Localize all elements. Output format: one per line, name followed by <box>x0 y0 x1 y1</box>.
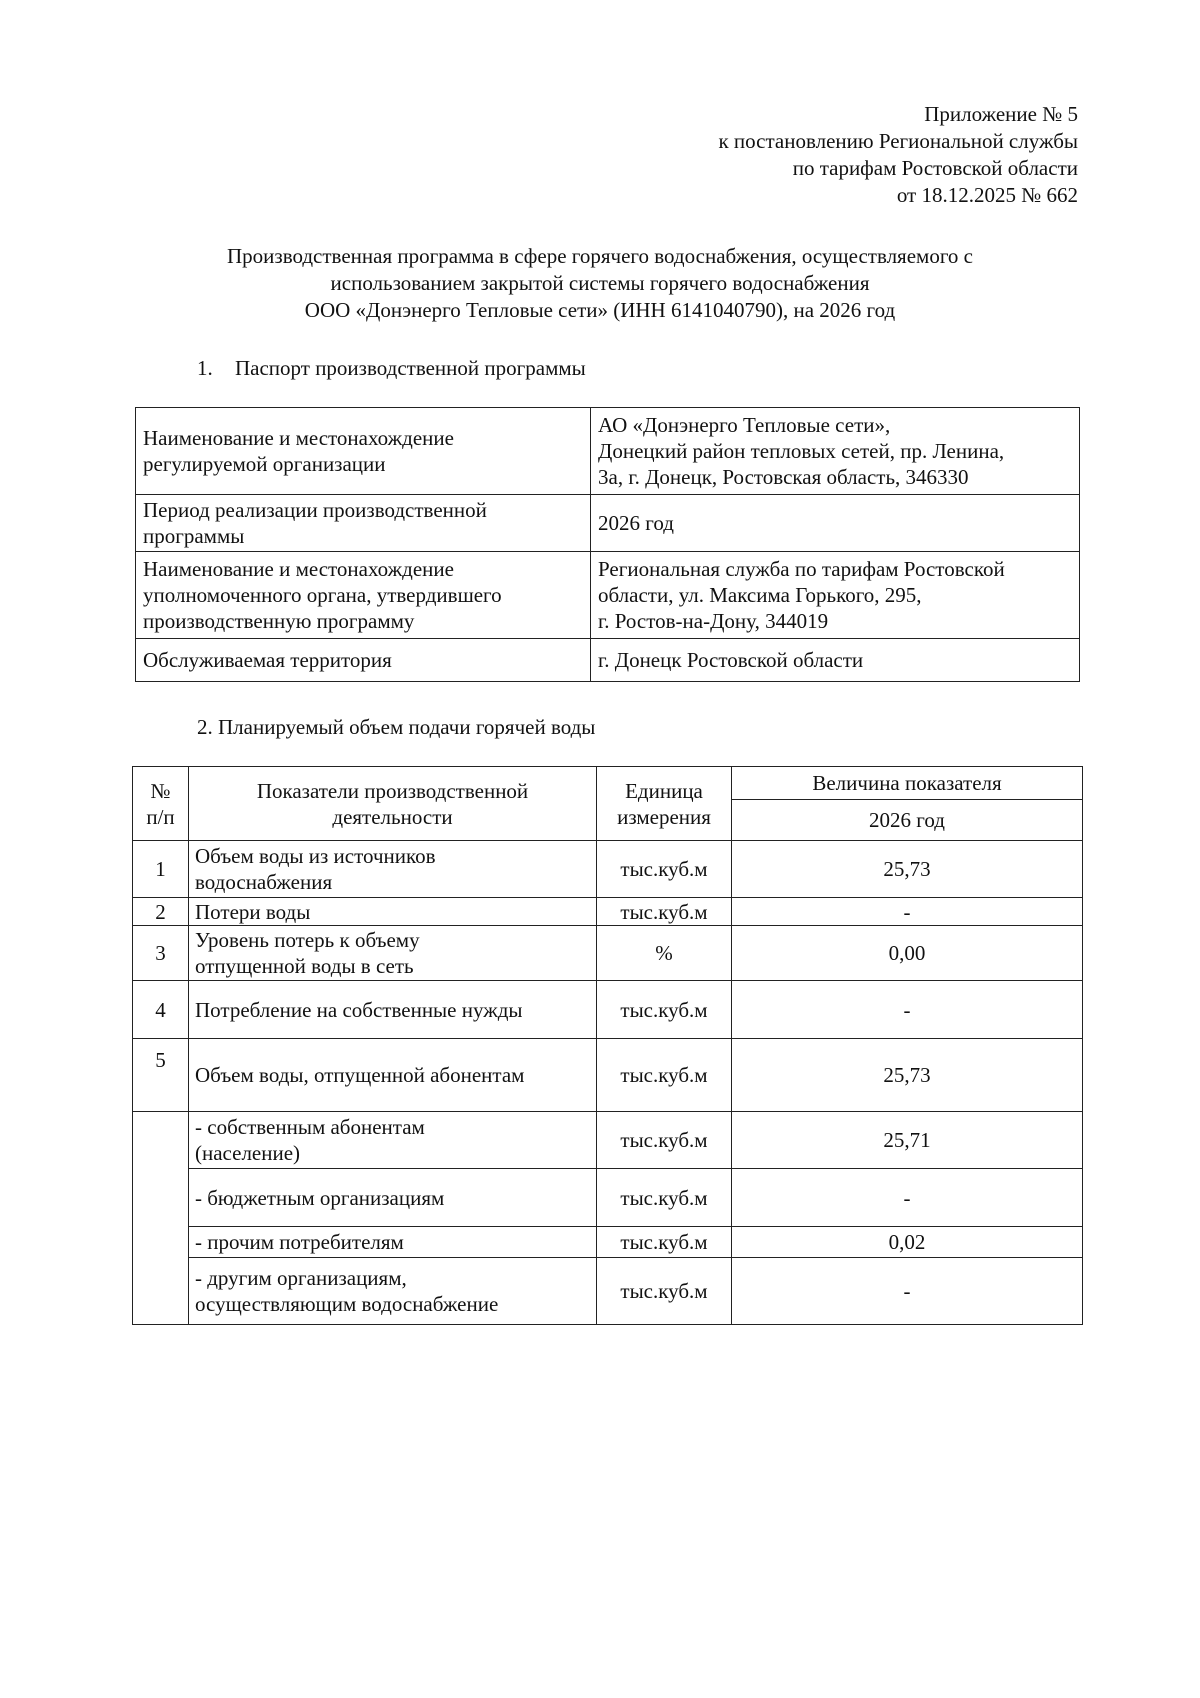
passport-table <box>135 407 1080 682</box>
subrow-indicator <box>189 1112 597 1169</box>
column-header-number <box>133 767 189 841</box>
passport-label <box>136 552 591 639</box>
row-value: 25,73 <box>732 1039 1083 1112</box>
indicator-line: - другим организациям, <box>195 1266 407 1290</box>
subrow-value: 0,02 <box>732 1227 1083 1258</box>
table-row <box>136 639 1080 682</box>
title-line-2: использованием закрытой системы горячего водоснабжения <box>330 271 870 295</box>
value-line: 2026 год <box>598 511 674 535</box>
row-value: - <box>732 981 1083 1039</box>
value-line: г. Ростов-на-Дону, 344019 <box>598 609 829 633</box>
subrow-unit: тыс.куб.м <box>597 1258 732 1325</box>
label-line: Наименование и местонахождение <box>143 557 454 581</box>
volume-table <box>132 766 1083 1325</box>
header-line: измерения <box>617 804 711 829</box>
subrow-value: - <box>732 1258 1083 1325</box>
table-row <box>133 1039 1083 1112</box>
row-value: 0,00 <box>732 926 1083 981</box>
subrow-unit: тыс.куб.м <box>597 1169 732 1227</box>
table-row <box>133 926 1083 981</box>
table-subrow <box>133 1112 1083 1169</box>
row-unit: тыс.куб.м <box>597 898 732 926</box>
value-line: области, ул. Максима Горького, 295, <box>598 583 922 607</box>
resolution-authority: по тарифам Ростовской области <box>792 156 1078 180</box>
title-line-3: ООО «Донэнерго Тепловые сети» (ИНН 6141040790), на 2026 год <box>304 298 896 322</box>
header-line: Показатели производственной <box>256 778 529 803</box>
passport-value <box>591 639 1080 682</box>
label-line: Наименование и местонахождение <box>143 426 454 450</box>
value-line: Региональная служба по тарифам Ростовской <box>598 557 1005 581</box>
column-header-indicator <box>189 767 597 841</box>
passport-value <box>591 552 1080 639</box>
row-indicator <box>189 1039 597 1112</box>
subrow-indicator <box>189 1227 597 1258</box>
label-line: уполномоченного органа, утвердившего <box>143 583 502 607</box>
row-number: 2 <box>133 898 189 926</box>
table-row <box>136 495 1080 552</box>
table-row <box>136 552 1080 639</box>
value-line: АО «Донэнерго Тепловые сети», <box>598 413 891 437</box>
table-subrow <box>133 1258 1083 1325</box>
table-row <box>136 408 1080 495</box>
section-2-heading: 2. Планируемый объем подачи горячей воды <box>197 715 596 739</box>
label-line: регулируемой организации <box>143 452 386 476</box>
passport-label <box>136 408 591 495</box>
header-line: № <box>150 778 171 803</box>
resolution-reference: к постановлению Региональной службы <box>718 129 1078 153</box>
approval-reference <box>718 101 1078 209</box>
subrow-unit: тыс.куб.м <box>597 1227 732 1258</box>
label-line: Обслуживаемая территория <box>143 648 392 672</box>
subrow-indicator <box>189 1169 597 1227</box>
passport-value <box>591 408 1080 495</box>
table-subrow <box>133 1169 1083 1227</box>
table-header-row <box>133 767 1083 800</box>
section-1-number: 1. <box>197 356 213 380</box>
row-number: 4 <box>133 981 189 1039</box>
section-1-title: Паспорт производственной программы <box>235 356 586 380</box>
row-value: - <box>732 898 1083 926</box>
label-line: Период реализации производственной <box>143 498 487 522</box>
column-header-year: 2026 год <box>732 800 1083 841</box>
header-line: деятельности <box>332 804 453 829</box>
indicator-line: (население) <box>195 1141 301 1165</box>
indicator-line: Объем воды, отпущенной абонентам <box>195 1063 525 1087</box>
row-number-empty <box>133 1112 189 1325</box>
row-indicator <box>189 898 597 926</box>
title-line-1: Производственная программа в сфере горячего водоснабжения, осуществляемого с <box>227 244 973 268</box>
row-unit: тыс.куб.м <box>597 841 732 898</box>
subrow-value: 25,71 <box>732 1112 1083 1169</box>
column-header-unit <box>597 767 732 841</box>
row-unit: тыс.куб.м <box>597 981 732 1039</box>
indicator-line: - собственным абонентам <box>195 1115 425 1139</box>
row-number: 3 <box>133 926 189 981</box>
table-row <box>133 898 1083 926</box>
row-number: 1 <box>133 841 189 898</box>
indicator-line: - бюджетным организациям <box>195 1185 445 1210</box>
appendix-number: Приложение № 5 <box>924 102 1078 126</box>
row-value: 25,73 <box>732 841 1083 898</box>
section-1-heading <box>197 355 586 382</box>
document-title <box>0 243 1200 324</box>
row-unit: тыс.куб.м <box>597 1039 732 1112</box>
value-line: Донецкий район тепловых сетей, пр. Ленина, <box>598 439 1005 463</box>
header-line: п/п <box>146 804 175 829</box>
row-indicator <box>189 926 597 981</box>
row-indicator <box>189 841 597 898</box>
label-line: программы <box>143 524 245 548</box>
header-line: Единица <box>625 778 703 803</box>
column-header-value-group: Величина показателя <box>732 767 1083 800</box>
row-indicator <box>189 981 597 1039</box>
indicator-line: отпущенной воды в сеть <box>195 954 414 978</box>
row-number: 5 <box>133 1039 189 1112</box>
indicator-line: Уровень потерь к объему <box>195 928 420 952</box>
subrow-indicator <box>189 1258 597 1325</box>
label-line: производственную программу <box>143 609 415 633</box>
table-row <box>133 841 1083 898</box>
subrow-unit: тыс.куб.м <box>597 1112 732 1169</box>
resolution-date: от 18.12.2025 № 662 <box>896 183 1078 207</box>
indicator-line: Потери воды <box>195 899 311 924</box>
indicator-line: - прочим потребителям <box>195 1230 404 1254</box>
value-line: 3а, г. Донецк, Ростовская область, 346330 <box>598 465 969 489</box>
subrow-value: - <box>732 1169 1083 1227</box>
passport-value <box>591 495 1080 552</box>
row-unit: % <box>597 926 732 981</box>
indicator-line: Потребление на собственные нужды <box>195 997 523 1022</box>
indicator-line: Объем воды из источников <box>195 844 436 868</box>
passport-label <box>136 495 591 552</box>
table-subrow <box>133 1227 1083 1258</box>
value-line: г. Донецк Ростовской области <box>598 648 864 672</box>
indicator-line: водоснабжения <box>195 870 333 894</box>
passport-label <box>136 639 591 682</box>
indicator-line: осуществляющим водоснабжение <box>195 1292 499 1316</box>
table-row <box>133 981 1083 1039</box>
